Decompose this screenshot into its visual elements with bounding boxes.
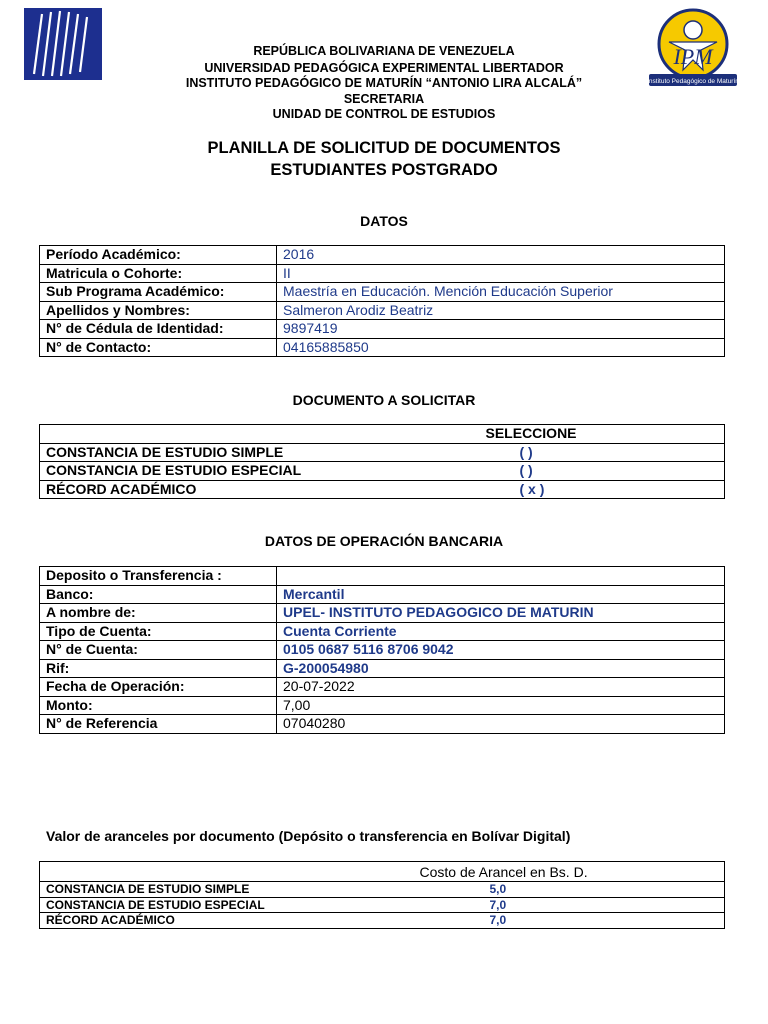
seleccione-header: SELECCIONE: [410, 425, 725, 444]
table-row: [40, 246, 725, 265]
field-value: 7,00: [277, 696, 725, 715]
form-title-line-1: PLANILLA DE SOLICITUD DE DOCUMENTOS: [207, 139, 561, 157]
aranceles-title: Valor de aranceles por documento (Depósito o transferencia en Bolívar Digital): [46, 828, 571, 844]
document-label: CONSTANCIA DE ESTUDIO ESPECIAL: [40, 462, 410, 481]
table-row: [40, 567, 725, 586]
table-row: [40, 659, 725, 678]
table-row: [40, 283, 725, 302]
bancaria-heading: DATOS DE OPERACIÓN BANCARIA: [264, 533, 504, 549]
field-value: 20-07-2022: [277, 678, 725, 697]
field-label: Monto:: [40, 696, 277, 715]
arancel-label: CONSTANCIA DE ESTUDIO SIMPLE: [40, 882, 340, 898]
table-row: [40, 462, 725, 481]
table-row: [40, 641, 725, 660]
table-row: [40, 585, 725, 604]
field-value: 0105 0687 5116 8706 9042: [277, 641, 725, 660]
field-value: Maestría en Educación. Mención Educación Superior: [277, 283, 725, 302]
arancel-value: 7,0: [340, 897, 725, 913]
arancel-label: RÉCORD ACADÉMICO: [40, 913, 340, 929]
document-checkbox[interactable]: ( x ): [410, 480, 725, 499]
arancel-value: 5,0: [340, 882, 725, 898]
arancel-value: 7,0: [340, 913, 725, 929]
field-label: Sub Programa Académico:: [40, 283, 277, 302]
form-title-line-2: ESTUDIANTES POSTGRADO: [270, 161, 498, 179]
table-row: [40, 678, 725, 697]
field-value: II: [277, 264, 725, 283]
arancel-label: CONSTANCIA DE ESTUDIO ESPECIAL: [40, 897, 340, 913]
table-row: [40, 338, 725, 357]
document-checkbox[interactable]: ( ): [410, 462, 725, 481]
documento-table: [39, 424, 725, 499]
field-value: [277, 567, 725, 586]
field-value: Mercantil: [277, 585, 725, 604]
header-line-4: SECRETARIA: [343, 92, 425, 106]
datos-table: [39, 245, 725, 357]
table-row: [40, 715, 725, 734]
table-row: [40, 913, 725, 929]
field-value: 2016: [277, 246, 725, 265]
document-label: CONSTANCIA DE ESTUDIO SIMPLE: [40, 443, 410, 462]
field-label: N° de Referencia: [40, 715, 277, 734]
field-label: Tipo de Cuenta:: [40, 622, 277, 641]
field-value: Salmeron Arodiz Beatriz: [277, 301, 725, 320]
header-line-2: UNIVERSIDAD PEDAGÓGICA EXPERIMENTAL LIBERTADOR: [204, 61, 564, 75]
table-row: [40, 604, 725, 623]
header-line-1: REPÚBLICA BOLIVARIANA DE VENEZUELA: [253, 44, 515, 58]
documento-heading: DOCUMENTO A SOLICITAR: [292, 392, 476, 408]
table-row: [40, 301, 725, 320]
field-label: N° de Cuenta:: [40, 641, 277, 660]
ipm-letters: IPM: [673, 44, 713, 69]
field-label: Deposito o Transferencia :: [40, 567, 277, 586]
document-checkbox[interactable]: ( ): [410, 443, 725, 462]
field-label: A nombre de:: [40, 604, 277, 623]
field-label: N° de Cédula de Identidad:: [40, 320, 277, 339]
table-row: [40, 897, 725, 913]
arancel-column-header: Costo de Arancel en Bs. D.: [340, 862, 725, 882]
table-row: [40, 696, 725, 715]
document-label: RÉCORD ACADÉMICO: [40, 480, 410, 499]
datos-heading: DATOS: [360, 213, 408, 229]
table-row: [40, 480, 725, 499]
field-value: 04165885850: [277, 338, 725, 357]
table-row: [40, 264, 725, 283]
ipm-caption: Instituto Pedagógico de Maturín: [647, 78, 739, 85]
field-label: Apellidos y Nombres:: [40, 301, 277, 320]
field-label: Período Académico:: [40, 246, 277, 265]
header-line-5: UNIDAD DE CONTROL DE ESTUDIOS: [272, 107, 496, 121]
field-label: N° de Contacto:: [40, 338, 277, 357]
field-value: 9897419: [277, 320, 725, 339]
field-label: Fecha de Operación:: [40, 678, 277, 697]
field-label: Rif:: [40, 659, 277, 678]
field-label: Matricula o Cohorte:: [40, 264, 277, 283]
table-row: [40, 443, 725, 462]
field-value: UPEL- INSTITUTO PEDAGOGICO DE MATURIN: [277, 604, 725, 623]
field-label: Banco:: [40, 585, 277, 604]
table-row: [40, 862, 725, 882]
field-value: G-200054980: [277, 659, 725, 678]
field-value: 07040280: [277, 715, 725, 734]
table-row: [40, 882, 725, 898]
table-row: [40, 425, 725, 444]
aranceles-table: [39, 861, 725, 929]
table-row: [40, 320, 725, 339]
bancaria-table: [39, 566, 725, 734]
table-row: [40, 622, 725, 641]
field-value: Cuenta Corriente: [277, 622, 725, 641]
header-line-3: INSTITUTO PEDAGÓGICO DE MATURÍN “ANTONIO LIRA ALCALÁ”: [185, 76, 583, 90]
